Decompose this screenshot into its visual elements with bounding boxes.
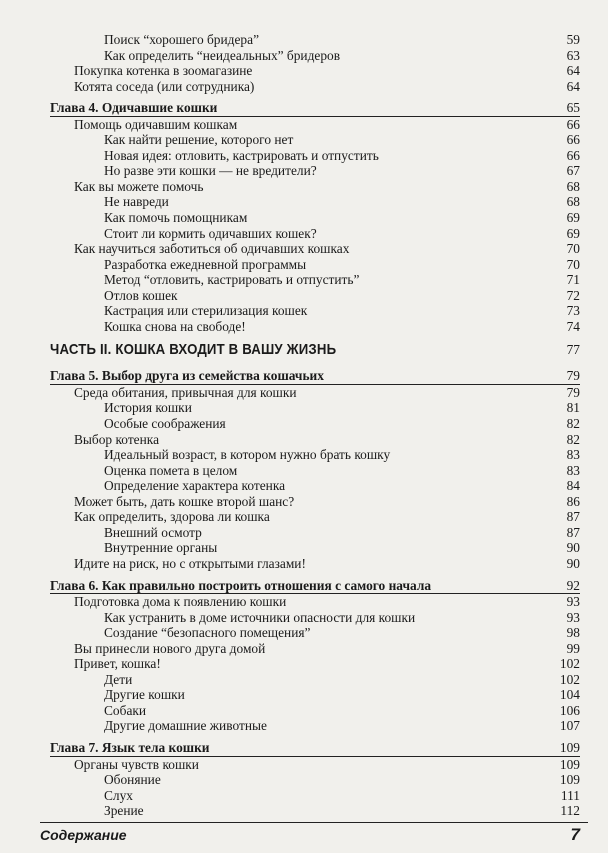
toc-entry-page: 109 (559, 739, 580, 755)
toc-entry-title: Дети (104, 671, 133, 687)
toc-entry-page: 68 (566, 178, 580, 194)
toc-entry-page: 70 (566, 256, 580, 272)
toc-entry-title: Органы чувств кошки (74, 756, 199, 772)
toc-subsection-entry (50, 463, 580, 479)
toc-chapter-heading (50, 100, 580, 117)
toc-entry-page: 71 (566, 272, 580, 288)
toc-section-entry (50, 656, 580, 672)
toc-section-entry (50, 179, 580, 195)
toc-entry-page: 66 (566, 116, 580, 132)
toc-entry-page: 90 (566, 540, 580, 556)
toc-entry-page: 63 (566, 47, 580, 63)
table-of-contents (50, 32, 580, 819)
toc-entry-title: Может быть, дать кошке второй шанс? (74, 493, 295, 509)
toc-entry-page: 106 (559, 702, 580, 718)
toc-entry-page: 74 (566, 318, 580, 334)
toc-entry-title: Котята соседа (или сотрудника) (74, 78, 255, 94)
toc-entry-title: Покупка котенка в зоомагазине (74, 63, 253, 79)
toc-entry-title: Помощь одичавшим кошкам (74, 116, 238, 132)
toc-entry-page: 86 (566, 493, 580, 509)
toc-entry-title: Как помочь помощникам (104, 210, 248, 226)
toc-entry-title: Глава 4. Одичавшие кошки (50, 100, 218, 116)
toc-chapter-heading (50, 740, 580, 757)
toc-subsection-entry (50, 288, 580, 304)
toc-entry-title: Глава 7. Язык тела кошки (50, 739, 210, 755)
toc-entry-title: Глава 6. Как правильно построить отношения с самого начала (50, 577, 432, 593)
toc-section-entry (50, 432, 580, 448)
toc-entry-page: 102 (559, 656, 580, 672)
toc-entry-page: 64 (566, 63, 580, 79)
toc-entry-title: Другие домашние животные (104, 718, 267, 734)
toc-entry-page: 84 (566, 478, 580, 494)
toc-entry-title: Отлов кошек (104, 287, 178, 303)
toc-subsection-entry (50, 525, 580, 541)
toc-entry-title: Но разве эти кошки — не вредители? (104, 163, 317, 179)
toc-entry-page: 92 (566, 577, 580, 593)
toc-entry-page: 93 (566, 594, 580, 610)
toc-entry-title: Другие кошки (104, 687, 185, 703)
toc-entry-title: Слух (104, 787, 134, 803)
toc-entry-page: 82 (566, 431, 580, 447)
toc-entry-title: Как определить, здорова ли кошка (74, 509, 270, 525)
toc-subsection-entry (50, 226, 580, 242)
toc-subsection-entry (50, 803, 580, 819)
toc-section-entry (50, 594, 580, 610)
toc-entry-title: Кастрация или стерилизация кошек (104, 303, 308, 319)
toc-subsection-entry (50, 272, 580, 288)
toc-subsection-entry (50, 132, 580, 148)
toc-subsection-entry (50, 610, 580, 626)
toc-entry-page: 93 (566, 609, 580, 625)
toc-entry-page: 69 (566, 210, 580, 226)
toc-section-entry (50, 117, 580, 133)
toc-entry-title: Как определить “неидеальных” бридеров (104, 47, 341, 63)
toc-entry-title: Собаки (104, 702, 147, 718)
toc-entry-title: Как найти решение, которого нет (104, 132, 294, 148)
toc-entry-title: Выбор котенка (74, 431, 160, 447)
toc-entry-page: 87 (566, 524, 580, 540)
toc-entry-page: 73 (566, 303, 580, 319)
toc-subsection-entry (50, 319, 580, 335)
toc-entry-page: 79 (566, 384, 580, 400)
toc-entry-title: Особые соображения (104, 416, 226, 432)
toc-entry-page: 67 (566, 163, 580, 179)
toc-subsection-entry (50, 303, 580, 319)
toc-entry-page: 107 (559, 718, 580, 734)
toc-entry-page: 83 (566, 462, 580, 478)
toc-entry-title: Внешний осмотр (104, 524, 202, 540)
toc-entry-page: 66 (566, 132, 580, 148)
toc-entry-page: 104 (559, 687, 580, 703)
toc-subsection-entry (50, 32, 580, 48)
toc-subsection-entry (50, 447, 580, 463)
toc-entry-page: 102 (559, 671, 580, 687)
toc-entry-title: Среда обитания, привычная для кошки (74, 384, 297, 400)
toc-entry-title: Не навреди (104, 194, 169, 210)
toc-entry-title: Стоит ли кормить одичавших кошек? (104, 225, 317, 241)
toc-subsection-entry (50, 163, 580, 179)
toc-subsection-entry (50, 687, 580, 703)
toc-entry-page: 109 (559, 756, 580, 772)
toc-subsection-entry (50, 788, 580, 804)
toc-entry-title: Как вы можете помочь (74, 178, 204, 194)
toc-section-entry (50, 79, 580, 95)
footer-page-number: 7 (570, 825, 580, 844)
toc-subsection-entry (50, 210, 580, 226)
toc-section-entry (50, 757, 580, 773)
page-footer (40, 822, 588, 847)
toc-section-entry (50, 63, 580, 79)
toc-section-entry (50, 241, 580, 257)
toc-entry-title: Новая идея: отловить, кастрировать и отпустить (104, 147, 379, 163)
toc-subsection-entry (50, 703, 580, 719)
toc-entry-page: 111 (560, 787, 580, 803)
footer-section-title: Содержание (40, 827, 127, 843)
toc-subsection-entry (50, 194, 580, 210)
toc-entry-page: 87 (566, 509, 580, 525)
toc-entry-title: Идеальный возраст, в котором нужно брать кошку (104, 447, 391, 463)
toc-subsection-entry (50, 148, 580, 164)
toc-entry-page: 64 (566, 78, 580, 94)
toc-entry-page: 82 (566, 416, 580, 432)
toc-entry-page: 109 (559, 772, 580, 788)
toc-entry-title: Обоняние (104, 772, 161, 788)
toc-subsection-entry (50, 672, 580, 688)
toc-subsection-entry (50, 257, 580, 273)
toc-section-entry (50, 509, 580, 525)
toc-subsection-entry (50, 718, 580, 734)
toc-entry-page: 72 (566, 287, 580, 303)
toc-subsection-entry (50, 478, 580, 494)
toc-subsection-entry (50, 540, 580, 556)
toc-entry-page: 66 (566, 147, 580, 163)
toc-entry-page: 112 (560, 803, 580, 819)
toc-section-entry (50, 556, 580, 572)
toc-entry-page: 90 (566, 555, 580, 571)
toc-entry-title: Глава 5. Выбор друга из семейства кошачьих (50, 368, 324, 384)
toc-entry-title: Подготовка дома к появлению кошки (74, 594, 287, 610)
toc-entry-page: 65 (566, 100, 580, 116)
toc-subsection-entry (50, 625, 580, 641)
toc-entry-page: 98 (566, 625, 580, 641)
toc-part-heading (50, 338, 580, 362)
toc-entry-title: Идите на риск, но с открытыми глазами! (74, 555, 306, 571)
toc-subsection-entry (50, 400, 580, 416)
toc-subsection-entry (50, 772, 580, 788)
toc-entry-page: 81 (566, 400, 580, 416)
toc-entry-title: Кошка снова на свободе! (104, 318, 246, 334)
toc-entry-title: Разработка ежедневной программы (104, 256, 307, 272)
toc-entry-title: Оценка помета в целом (104, 462, 238, 478)
toc-entry-page: 79 (566, 368, 580, 384)
toc-entry-page: 59 (566, 32, 580, 47)
toc-subsection-entry (50, 416, 580, 432)
toc-entry-title: Метод “отловить, кастрировать и отпустить” (104, 272, 360, 288)
toc-entry-title: Поиск “хорошего бридера” (104, 32, 260, 47)
toc-entry-page: 68 (566, 194, 580, 210)
toc-entry-title: Определение характера котенка (104, 478, 286, 494)
toc-entry-title: Как научиться заботиться об одичавших кошках (74, 241, 350, 257)
toc-entry-title: Создание “безопасного помещения” (104, 625, 311, 641)
toc-entry-title: История кошки (104, 400, 192, 416)
toc-entry-page: 77 (566, 342, 580, 358)
toc-entry-title: ЧАСТЬ II. КОШКА ВХОДИТ В ВАШУ ЖИЗНЬ (50, 341, 337, 359)
toc-section-entry (50, 641, 580, 657)
toc-entry-title: Вы принесли нового друга домой (74, 640, 266, 656)
toc-entry-title: Внутренние органы (104, 540, 218, 556)
toc-entry-page: 70 (566, 241, 580, 257)
toc-section-entry (50, 385, 580, 401)
toc-chapter-heading (50, 368, 580, 385)
toc-entry-title: Привет, кошка! (74, 656, 161, 672)
toc-subsection-entry (50, 48, 580, 64)
toc-chapter-heading (50, 578, 580, 595)
toc-entry-title: Как устранить в доме источники опасности для кошки (104, 609, 416, 625)
toc-entry-title: Зрение (104, 803, 144, 819)
toc-entry-page: 99 (566, 640, 580, 656)
toc-section-entry (50, 494, 580, 510)
toc-entry-page: 83 (566, 447, 580, 463)
toc-entry-page: 69 (566, 225, 580, 241)
